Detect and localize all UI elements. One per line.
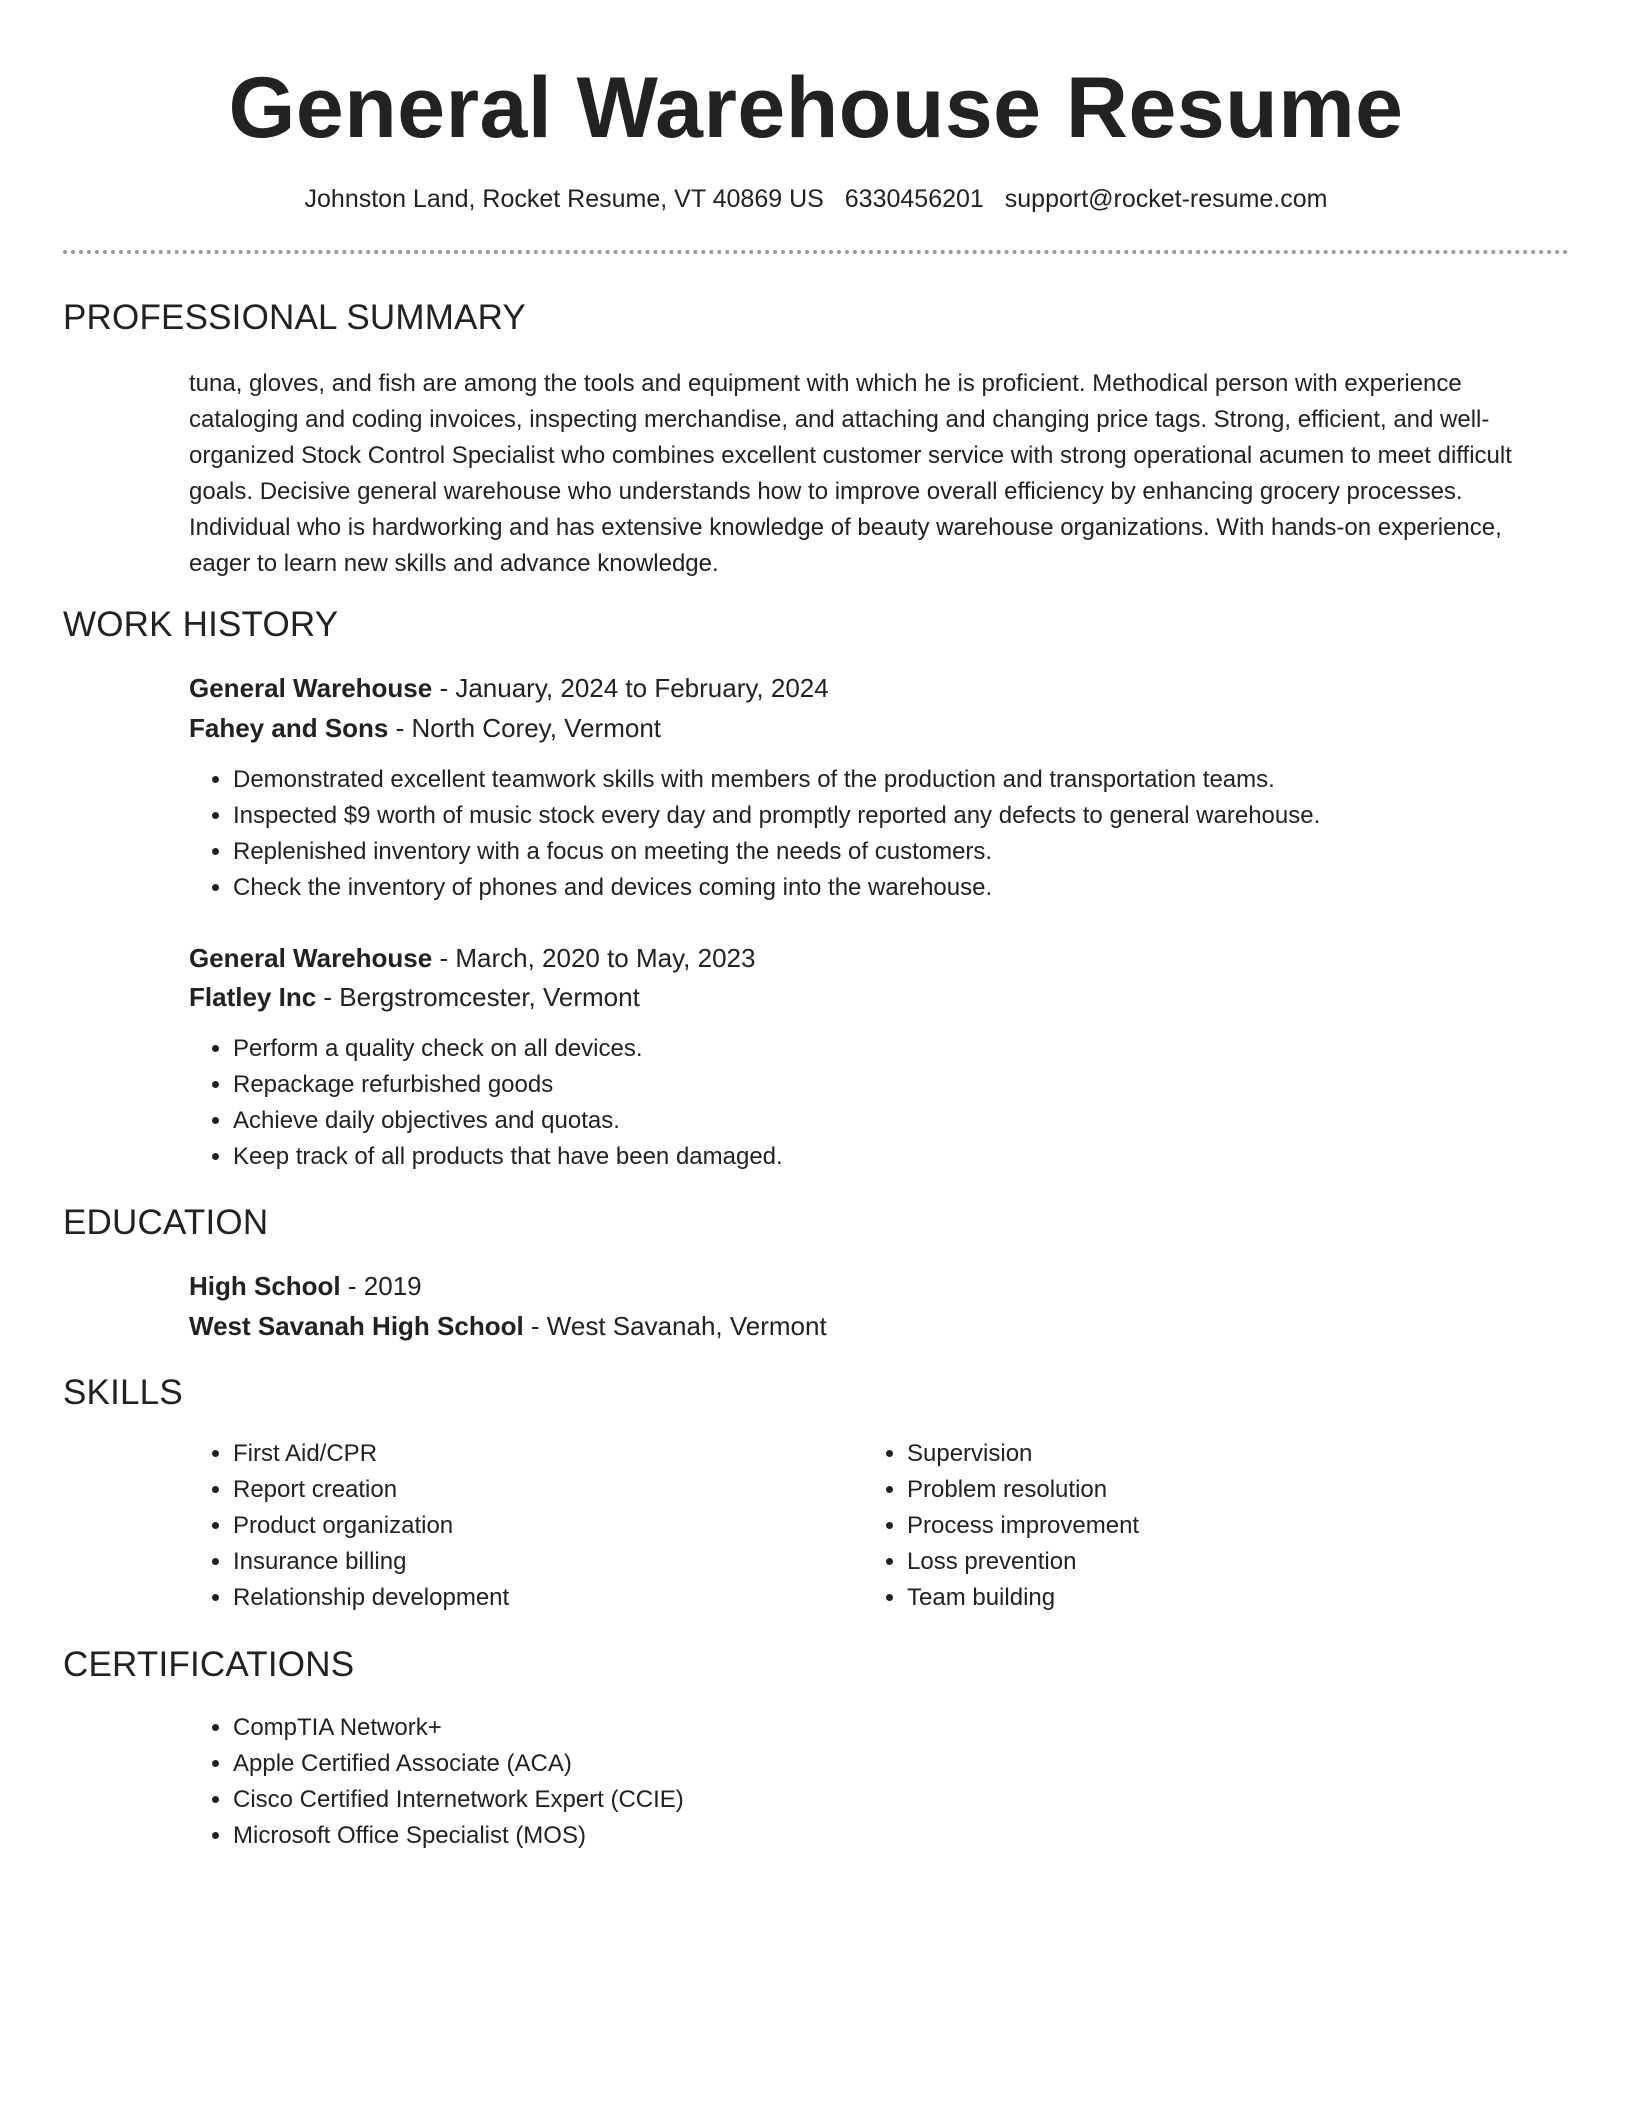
list-item: • Repackage refurbished goods: [233, 1067, 783, 1103]
list-item: • Cisco Certified Internetwork Expert (CCIE): [233, 1782, 684, 1818]
summary-text: tuna, gloves, and fish are among the tools and equipment with which he is proficient. Methodical person with experience cataloging and coding invoices, inspecting merchandise, and attaching and changing price tags. Strong, efficient, and well-organized Stock Control Specialist who combines excellent customer service with strong operational acumen to meet difficult goals. Decisive general warehouse who understands how to improve overall efficiency by enhancing grocery processes. Individual who is hardworking and has extensive knowledge of beauty warehouse organizations. With hands-on experience, eager to learn new skills and advance knowledge.: [189, 370, 1512, 577]
job-1-company-line: [189, 710, 661, 746]
job-1-role: General Warehouse: [189, 673, 433, 703]
resume-title: General Warehouse Resume: [228, 60, 1404, 156]
skills-left-list: [189, 1436, 853, 1616]
list-item: • Microsoft Office Specialist (MOS): [233, 1818, 684, 1854]
list-item: • Team building: [907, 1580, 1527, 1616]
list-item: • CompTIA Network+: [233, 1710, 684, 1746]
job-2-company-line: [189, 979, 640, 1015]
section-title-skills: SKILLS: [63, 1373, 183, 1412]
list-item: • Keep track of all products that have been damaged.: [233, 1139, 783, 1175]
section-title-education: EDUCATION: [63, 1203, 269, 1242]
list-item: • Replenished inventory with a focus on meeting the needs of customers.: [233, 834, 1320, 870]
section-title-work-history: WORK HISTORY: [63, 605, 339, 644]
list-item: • Supervision: [907, 1436, 1527, 1472]
job-2-title-line: [189, 940, 755, 976]
education-school-line: [189, 1308, 827, 1344]
list-item: • Check the inventory of phones and devices coming into the warehouse.: [233, 870, 1320, 906]
list-item: • First Aid/CPR: [233, 1436, 853, 1472]
job-2-role: General Warehouse: [189, 943, 433, 973]
list-item: • Inspected $9 worth of music stock every day and promptly reported any defects to general warehouse.: [233, 798, 1320, 834]
job-1-title-line: [189, 670, 829, 706]
header-divider: [63, 250, 1569, 254]
job-1-dates: - January, 2024 to February, 2024: [432, 673, 829, 703]
list-item: • Demonstrated excellent teamwork skills with members of the production and transportation teams.: [233, 762, 1320, 798]
list-item: • Loss prevention: [907, 1544, 1527, 1580]
job-1-company: Fahey and Sons: [189, 713, 389, 743]
phone: 6330456201: [844, 185, 984, 213]
education-school: West Savanah High School: [189, 1311, 524, 1341]
list-item: • Apple Certified Associate (ACA): [233, 1746, 684, 1782]
list-item: • Insurance billing: [233, 1544, 853, 1580]
list-item: • Report creation: [233, 1472, 853, 1508]
job-1-bullets: [189, 762, 1320, 906]
list-item: • Problem resolution: [907, 1472, 1527, 1508]
job-1-location: - North Corey, Vermont: [388, 713, 661, 743]
job-2-location: - Bergstromcester, Vermont: [316, 982, 640, 1012]
skills-right-list: [863, 1436, 1527, 1616]
list-item: • Product organization: [233, 1508, 853, 1544]
list-item: • Perform a quality check on all devices.: [233, 1031, 783, 1067]
certifications-list: [189, 1710, 684, 1854]
education-degree: High School: [189, 1271, 341, 1301]
education-degree-line: [189, 1268, 422, 1304]
address: Johnston Land, Rocket Resume, VT 40869 US: [304, 185, 824, 213]
section-title-certifications: CERTIFICATIONS: [63, 1645, 355, 1684]
contact-line: [0, 182, 1632, 216]
education-location: - West Savanah, Vermont: [523, 1311, 827, 1341]
education-year: - 2019: [340, 1271, 422, 1301]
list-item: • Achieve daily objectives and quotas.: [233, 1103, 783, 1139]
email: support@rocket-resume.com: [1004, 185, 1328, 213]
section-title-summary: PROFESSIONAL SUMMARY: [63, 298, 526, 337]
list-item: • Process improvement: [907, 1508, 1527, 1544]
list-item: • Relationship development: [233, 1580, 853, 1616]
job-2-bullets: [189, 1031, 783, 1175]
job-2-company: Flatley Inc: [189, 982, 317, 1012]
job-2-dates: - March, 2020 to May, 2023: [432, 943, 756, 973]
